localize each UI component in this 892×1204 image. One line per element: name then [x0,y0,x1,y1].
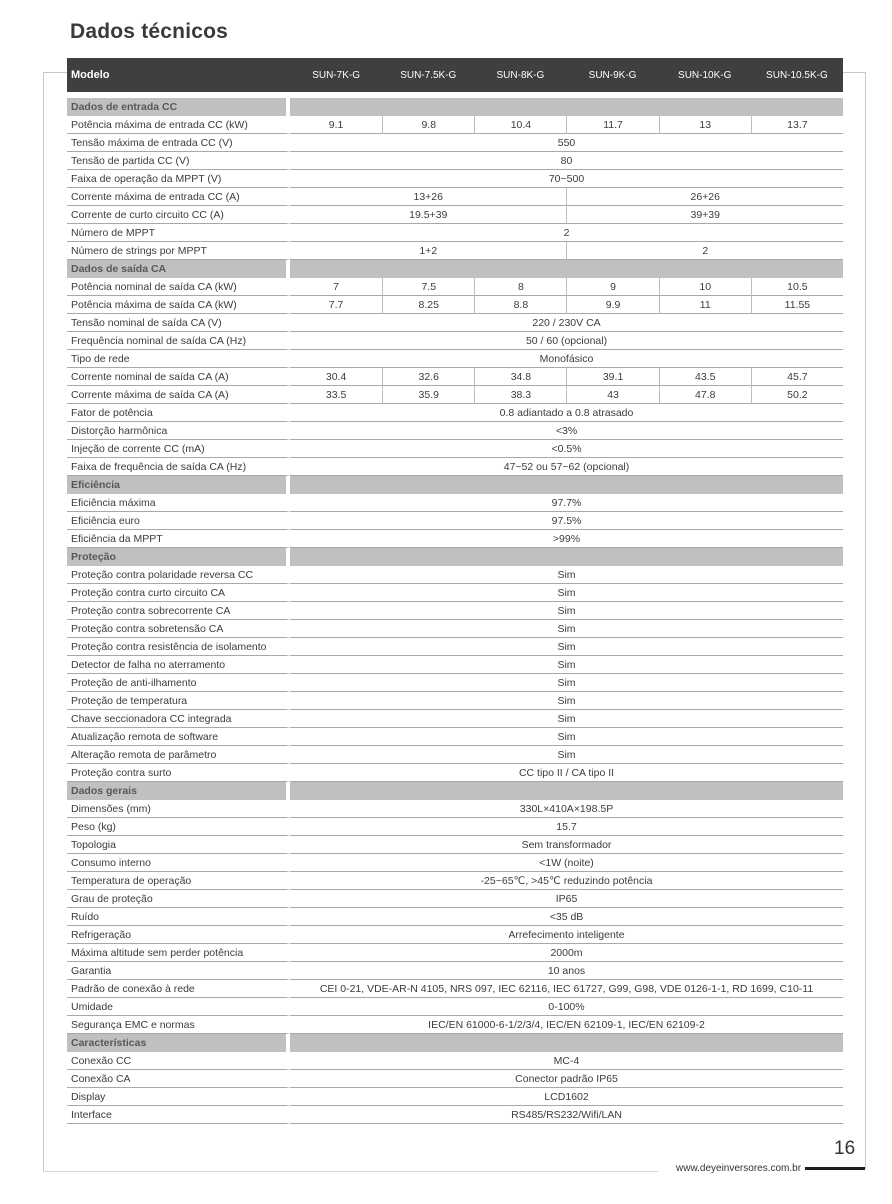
row-value: 15.7 [290,818,843,836]
table-row [67,1106,843,1124]
row-value: 30.4 [290,368,382,386]
row-value: IP65 [290,890,843,908]
row-value: 47~52 ou 57~62 (opcional) [290,458,843,476]
section-header-fill [290,98,843,116]
row-value: Sim [290,584,843,602]
row-value: 13.7 [751,116,843,134]
row-value: <1W (noite) [290,854,843,872]
row-value: Sim [290,602,843,620]
row-value: Sim [290,566,843,584]
row-value: 45.7 [751,368,843,386]
section-title: Eficiência [67,476,290,494]
row-label: Máxima altitude sem perder potência [67,944,290,962]
row-value: 10 anos [290,962,843,980]
section-header-fill [290,260,843,278]
row-label: Ruído [67,908,290,926]
row-label: Detector de falha no aterramento [67,656,290,674]
table-row [67,854,843,872]
table-row [67,728,843,746]
row-value: 33.5 [290,386,382,404]
row-value: 2 [290,224,843,242]
row-label: Número de MPPT [67,224,290,242]
section-title: Dados de entrada CC [67,98,290,116]
row-label: Proteção contra sobretensão CA [67,620,290,638]
table-row [67,512,843,530]
table-row [67,224,843,242]
row-value: 0.8 adiantado a 0.8 atrasado [290,404,843,422]
section-header-row [67,548,843,566]
model-header-label: Modelo [67,58,290,92]
website-url: www.deyeinversores.com.br [676,1163,802,1174]
row-value: 9.8 [382,116,474,134]
table-row [67,656,843,674]
footer-bar [805,1167,865,1170]
row-value: Sim [290,656,843,674]
table-row [67,170,843,188]
row-value: 2000m [290,944,843,962]
row-label: Tipo de rede [67,350,290,368]
row-label: Frequência nominal de saída CA (Hz) [67,332,290,350]
table-row [67,314,843,332]
table-row [67,602,843,620]
row-label: Corrente máxima de saída CA (A) [67,386,290,404]
section-header-row [67,476,843,494]
row-value: Arrefecimento inteligente [290,926,843,944]
row-label: Atualização remota de software [67,728,290,746]
row-label: Tensão de partida CC (V) [67,152,290,170]
section-header-row [67,98,843,116]
row-value: -25~65℃, >45℃ reduzindo potência [290,872,843,890]
row-label: Número de strings por MPPT [67,242,290,260]
table-row [67,422,843,440]
row-value: 10.5 [751,278,843,296]
section-header-fill [290,476,843,494]
section-header-row [67,782,843,800]
row-value: 7.5 [382,278,474,296]
row-value: 7 [290,278,382,296]
page-title: Dados técnicos [70,20,229,43]
row-label: Proteção contra curto circuito CA [67,584,290,602]
row-label: Proteção contra polaridade reversa CC [67,566,290,584]
row-value: 80 [290,152,843,170]
row-value: 19.5+39 [290,206,566,224]
row-label: Conexão CC [67,1052,290,1070]
section-title: Características [67,1034,290,1052]
row-value: 8 [474,278,566,296]
table-row [67,908,843,926]
row-label: Injeção de corrente CC (mA) [67,440,290,458]
row-value: <35 dB [290,908,843,926]
row-label: Faixa de frequência de saída CA (Hz) [67,458,290,476]
table-row [67,962,843,980]
row-value: 1+2 [290,242,566,260]
row-value: 43 [566,386,658,404]
row-value: Sim [290,746,843,764]
page-number: 16 [834,1138,856,1159]
row-label: Eficiência euro [67,512,290,530]
row-value: <3% [290,422,843,440]
row-value: 26+26 [566,188,843,206]
table-row [67,242,843,260]
row-label: Potência máxima de entrada CC (kW) [67,116,290,134]
row-value: 70~500 [290,170,843,188]
row-value: 38.3 [474,386,566,404]
table-row [67,296,843,314]
section-title: Dados de saída CA [67,260,290,278]
row-value: 550 [290,134,843,152]
row-label: Fator de potência [67,404,290,422]
row-label: Topologia [67,836,290,854]
row-label: Alteração remota de parâmetro [67,746,290,764]
row-value: 8.25 [382,296,474,314]
frame-line-top-left [43,72,67,73]
row-label: Umidade [67,998,290,1016]
row-value: Sim [290,638,843,656]
table-row [67,206,843,224]
section-header-fill [290,1034,843,1052]
table-row [67,818,843,836]
spec-body [67,98,843,1124]
section-header-row [67,260,843,278]
row-value: 330L×410A×198.5P [290,800,843,818]
row-value: 13+26 [290,188,566,206]
table-row [67,368,843,386]
row-label: Interface [67,1106,290,1124]
row-label: Refrigeração [67,926,290,944]
model-column-header: SUN-10.5K-G [751,58,843,92]
row-value: 39.1 [566,368,658,386]
row-label: Eficiência da MPPT [67,530,290,548]
table-row [67,1016,843,1034]
row-value: Sim [290,692,843,710]
row-value: >99% [290,530,843,548]
table-row [67,188,843,206]
frame-line-top-right [843,72,865,73]
table-row [67,1088,843,1106]
row-label: Peso (kg) [67,818,290,836]
row-value: Conector padrão IP65 [290,1070,843,1088]
row-value: 39+39 [566,206,843,224]
section-header-fill [290,548,843,566]
table-row [67,566,843,584]
row-value: <0.5% [290,440,843,458]
table-row [67,872,843,890]
table-row [67,404,843,422]
row-value: 9 [566,278,658,296]
row-value: 10 [659,278,751,296]
row-value: 32.6 [382,368,474,386]
table-row [67,440,843,458]
table-row [67,638,843,656]
table-row [67,764,843,782]
table-row [67,530,843,548]
row-value: CEI 0-21, VDE-AR-N 4105, NRS 097, IEC 62116, IEC 61727, G99, G98, VDE 0126-1-1, RD 1699, C10-11 [290,980,843,998]
row-value: RS485/RS232/Wifi/LAN [290,1106,843,1124]
row-value: 35.9 [382,386,474,404]
table-row [67,134,843,152]
row-value: Sim [290,728,843,746]
row-value: Sim [290,620,843,638]
row-label: Padrão de conexão à rede [67,980,290,998]
table-row [67,278,843,296]
row-value: 9.9 [566,296,658,314]
row-value: 13 [659,116,751,134]
table-row [67,836,843,854]
row-value: 43.5 [659,368,751,386]
row-value: 47.8 [659,386,751,404]
table-row [67,674,843,692]
table-row [67,332,843,350]
section-header-fill [290,782,843,800]
row-label: Tensão nominal de saída CA (V) [67,314,290,332]
row-value: Sem transformador [290,836,843,854]
row-label: Potência máxima de saída CA (kW) [67,296,290,314]
row-label: Display [67,1088,290,1106]
row-label: Dimensões (mm) [67,800,290,818]
row-value: 7.7 [290,296,382,314]
row-value: 50 / 60 (opcional) [290,332,843,350]
row-value: 10.4 [474,116,566,134]
row-label: Potência nominal de saída CA (kW) [67,278,290,296]
row-label: Proteção de temperatura [67,692,290,710]
table-row [67,746,843,764]
row-value: 220 / 230V CA [290,314,843,332]
row-value: 0-100% [290,998,843,1016]
table-row [67,926,843,944]
model-column-header: SUN-7K-G [290,58,382,92]
model-column-header: SUN-7.5K-G [382,58,474,92]
row-label: Proteção contra sobrecorrente CA [67,602,290,620]
row-value: 11.55 [751,296,843,314]
table-row [67,152,843,170]
row-label: Corrente máxima de entrada CC (A) [67,188,290,206]
row-label: Temperatura de operação [67,872,290,890]
table-row [67,116,843,134]
row-label: Conexão CA [67,1070,290,1088]
row-label: Eficiência máxima [67,494,290,512]
table-row [67,386,843,404]
row-label: Chave seccionadora CC integrada [67,710,290,728]
table-row [67,944,843,962]
table-row [67,350,843,368]
row-value: CC tipo II / CA tipo II [290,764,843,782]
frame-line-right [865,72,866,1169]
row-value: 97.5% [290,512,843,530]
table-row [67,998,843,1016]
table-row [67,980,843,998]
row-value: 11.7 [566,116,658,134]
row-label: Distorção harmônica [67,422,290,440]
row-label: Grau de proteção [67,890,290,908]
row-value: 9.1 [290,116,382,134]
model-header-row [67,58,843,92]
model-column-header: SUN-8K-G [474,58,566,92]
table-row [67,710,843,728]
row-value: LCD1602 [290,1088,843,1106]
row-label: Proteção de anti-ilhamento [67,674,290,692]
table-row [67,800,843,818]
table-row [67,1070,843,1088]
row-value: Sim [290,710,843,728]
row-value: 97.7% [290,494,843,512]
row-value: Monofásico [290,350,843,368]
row-value: 2 [566,242,843,260]
frame-line-bottom [43,1171,658,1172]
row-label: Corrente nominal de saída CA (A) [67,368,290,386]
frame-line-left [43,72,44,1172]
row-label: Proteção contra surto [67,764,290,782]
row-label: Corrente de curto circuito CC (A) [67,206,290,224]
row-value: 8.8 [474,296,566,314]
row-value: IEC/EN 61000-6-1/2/3/4, IEC/EN 62109-1, IEC/EN 62109-2 [290,1016,843,1034]
table-row [67,890,843,908]
section-header-row [67,1034,843,1052]
table-row [67,1052,843,1070]
row-label: Faixa de operação da MPPT (V) [67,170,290,188]
row-label: Garantia [67,962,290,980]
spec-table [67,58,843,1124]
table-row [67,584,843,602]
section-title: Proteção [67,548,290,566]
row-value: 34.8 [474,368,566,386]
row-value: 50.2 [751,386,843,404]
row-value: Sim [290,674,843,692]
row-value: MC-4 [290,1052,843,1070]
model-column-header: SUN-9K-G [566,58,658,92]
section-title: Dados gerais [67,782,290,800]
table-row [67,458,843,476]
row-label: Tensão máxima de entrada CC (V) [67,134,290,152]
row-value: 11 [659,296,751,314]
row-label: Segurança EMC e normas [67,1016,290,1034]
row-label: Proteção contra resistência de isolamento [67,638,290,656]
model-column-header: SUN-10K-G [659,58,751,92]
table-row [67,620,843,638]
table-row [67,494,843,512]
table-row [67,692,843,710]
row-label: Consumo interno [67,854,290,872]
